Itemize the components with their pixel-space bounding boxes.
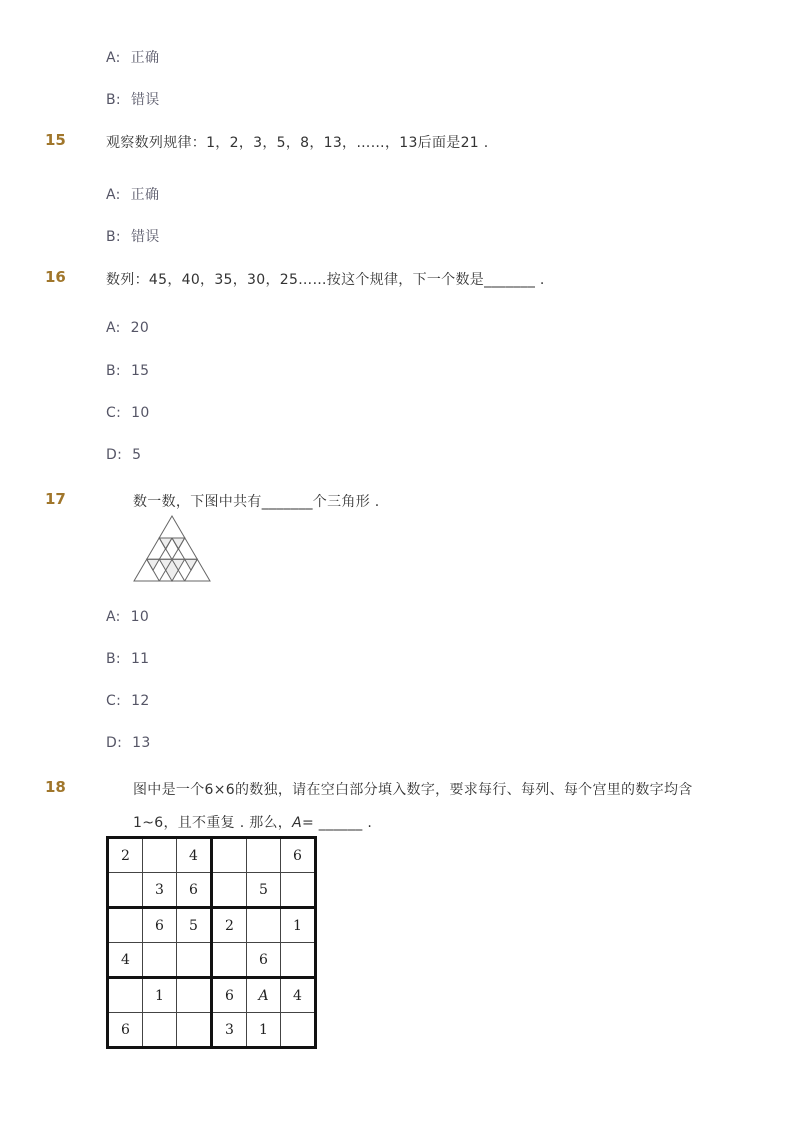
q15-option-b[interactable] [106,226,160,246]
option-text: 错误 [130,229,160,245]
option-separator: : [115,92,121,108]
sudoku-cell: 6 [108,1013,143,1048]
sudoku-cell [143,943,177,978]
sudoku-row [108,1013,316,1048]
question-number: 18 [45,778,66,796]
option-text: 正确 [130,187,160,203]
sudoku-cell: 1 [281,908,316,943]
sudoku-cell [212,838,247,873]
option-letter: B [106,651,116,667]
sudoku-cell [177,978,212,1013]
option-separator: : [117,735,123,751]
sudoku-cell [212,873,247,908]
sudoku-cell [108,873,143,908]
sudoku-row [108,873,316,908]
sudoku-cell [281,1013,316,1048]
q16-option-d[interactable] [106,447,141,463]
option-separator: : [115,187,121,203]
sudoku-cell: 4 [108,943,143,978]
question-text-line-2 [133,812,372,832]
option-text: 错误 [130,92,160,108]
question-number: 16 [45,268,66,286]
q16-option-c[interactable] [106,405,150,421]
triangle-grid-icon [133,515,211,582]
option-letter: B [106,363,116,379]
sudoku-cell [281,943,316,978]
sudoku-grid [106,836,317,1049]
sudoku-cell [108,978,143,1013]
option-letter: B [106,92,116,108]
question-text-line-2-end: = ______ . [302,815,373,831]
option-text: 12 [131,693,150,709]
sudoku-cell: 6 [177,873,212,908]
sudoku-cell-unknown: A [247,978,281,1013]
option-separator: : [115,363,121,379]
question-text-line-1: 图中是一个6×6的数独，请在空白部分填入数字，要求每行、每列、每个宫里的数字均含 [133,782,693,798]
question-text: 数一数，下图中共有_______个三角形 . [133,494,380,510]
option-letter: D [106,735,118,751]
q14-option-a[interactable] [106,47,159,67]
option-separator: : [115,320,121,336]
sudoku-cell: 3 [143,873,177,908]
q14-option-b[interactable] [106,89,160,109]
option-text: 5 [132,447,142,463]
option-letter: A [106,320,116,336]
sudoku-cell: 6 [281,838,316,873]
q17-option-b[interactable] [106,651,149,667]
sudoku-cell: 1 [143,978,177,1013]
sudoku-cell: 4 [177,838,212,873]
sudoku-cell: 4 [281,978,316,1013]
sudoku-cell [108,908,143,943]
option-text: 15 [130,363,150,379]
option-separator: : [115,651,121,667]
sudoku-cell: 5 [177,908,212,943]
option-text: 10 [130,609,150,625]
sudoku-cell: 1 [247,1013,281,1048]
sudoku-row [108,978,316,1013]
q17-option-c[interactable] [106,693,150,709]
question-text-line-2-start: 1~6，且不重复 . 那么， [133,815,293,831]
sudoku-cell: 2 [108,838,143,873]
option-letter: D [106,447,118,463]
option-letter: C [106,405,117,421]
option-separator: : [115,609,121,625]
option-text: 20 [130,320,150,336]
question-number: 15 [45,131,66,149]
sudoku-row [108,838,316,873]
sudoku-cell: 6 [143,908,177,943]
option-separator: : [116,693,122,709]
q15-option-a[interactable] [106,184,159,204]
sudoku-cell [177,943,212,978]
sudoku-cell: 5 [247,873,281,908]
option-letter: A [106,609,116,625]
q16-option-a[interactable] [106,320,149,336]
option-text: 10 [131,405,150,421]
option-letter: A [106,50,116,66]
variable-a: A [292,815,302,831]
option-letter: C [106,693,117,709]
option-letter: B [106,229,116,245]
option-separator: : [115,229,121,245]
sudoku-cell [281,873,316,908]
sudoku-cell [143,838,177,873]
sudoku-cell [247,908,281,943]
sudoku-cell [247,838,281,873]
sudoku-row [108,908,316,943]
sudoku-cell [177,1013,212,1048]
option-text: 正确 [130,50,160,66]
sudoku-row [108,943,316,978]
question-number: 17 [45,490,66,508]
sudoku-cell: 2 [212,908,247,943]
sudoku-cell [212,943,247,978]
q17-option-a[interactable] [106,609,149,625]
q16-option-b[interactable] [106,363,149,379]
question-text: 数列：45，40，35，30，25……按这个规律，下一个数是_______ . [106,272,545,288]
option-text: 13 [132,735,151,751]
option-separator: : [115,50,121,66]
question-text: 观察数列规律：1，2，3，5，8，13，……，13后面是21 . [106,135,489,151]
option-separator: : [116,405,122,421]
sudoku-cell: 3 [212,1013,247,1048]
sudoku-cell: 6 [247,943,281,978]
sudoku-cell: 6 [212,978,247,1013]
option-separator: : [117,447,123,463]
option-letter: A [106,187,116,203]
q17-option-d[interactable] [106,735,151,751]
sudoku-cell [143,1013,177,1048]
option-text: 11 [130,651,150,667]
